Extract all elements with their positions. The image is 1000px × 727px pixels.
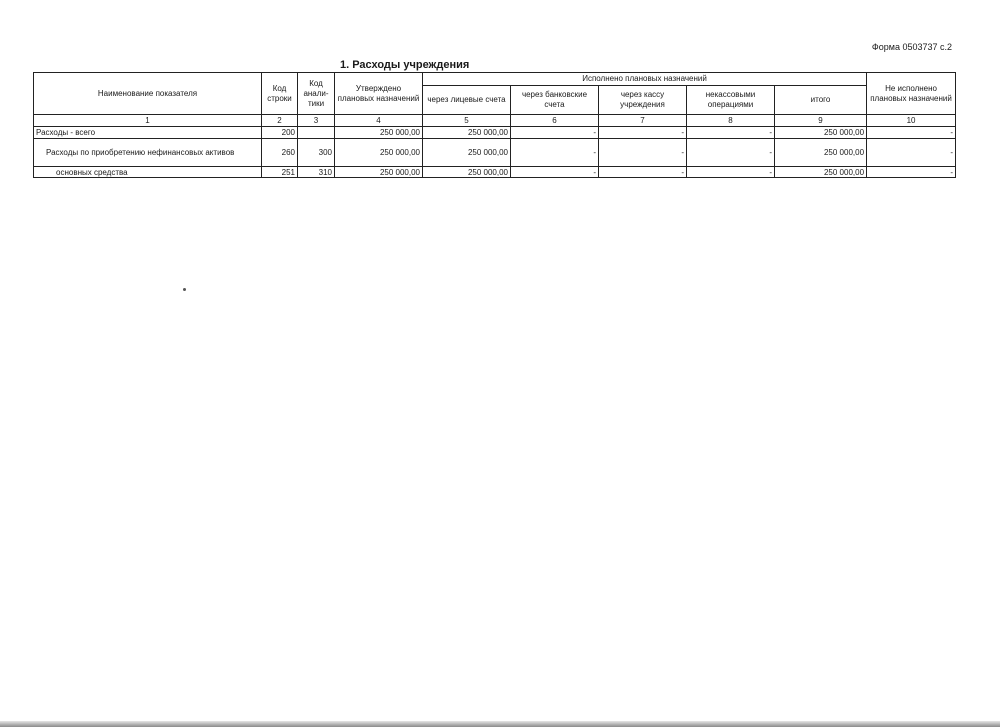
column-number: 1	[34, 115, 262, 127]
form-code: Форма 0503737 с.2	[871, 42, 952, 52]
scan-edge	[0, 721, 1000, 727]
via-bank-value: -	[511, 127, 599, 139]
column-number: 10	[867, 115, 956, 127]
row-name: Расходы по приобретению нефинансовых активов	[34, 139, 262, 167]
header-via-personal: через лицевые счета	[423, 86, 511, 115]
column-number: 7	[599, 115, 687, 127]
total-value: 250 000,00	[775, 167, 867, 178]
section-title: 1. Расходы учреждения	[340, 59, 470, 71]
column-number: 9	[775, 115, 867, 127]
analytic-code: 310	[298, 167, 335, 178]
header-noncash: некассовыми операциями	[687, 86, 775, 115]
row-code: 200	[262, 127, 298, 139]
via-personal-value: 250 000,00	[423, 167, 511, 178]
header-not-executed: Не исполнено плановых назначений	[867, 73, 956, 115]
via-cash-value: -	[599, 139, 687, 167]
header-row-code: Код строки	[262, 73, 298, 115]
row-name: основных средства	[34, 167, 262, 178]
column-number-row	[34, 115, 956, 127]
not-executed-value: -	[867, 139, 956, 167]
via-personal-value: 250 000,00	[423, 139, 511, 167]
approved-value: 250 000,00	[335, 127, 423, 139]
column-number: 4	[335, 115, 423, 127]
header-analytic-code: Код анали-тики	[298, 73, 335, 115]
header-executed-group: Исполнено плановых назначений	[423, 73, 867, 86]
header-via-bank: через банковские счета	[511, 86, 599, 115]
approved-value: 250 000,00	[335, 167, 423, 178]
not-executed-value: -	[867, 127, 956, 139]
table-row-fixed-assets	[34, 167, 956, 178]
noncash-value: -	[687, 139, 775, 167]
column-number: 8	[687, 115, 775, 127]
expenses-table	[33, 72, 956, 178]
via-bank-value: -	[511, 167, 599, 178]
table-row-expenses-total	[34, 127, 956, 139]
via-personal-value: 250 000,00	[423, 127, 511, 139]
header-via-cash: через кассу учреждения	[599, 86, 687, 115]
header-total: итого	[775, 86, 867, 115]
column-number: 6	[511, 115, 599, 127]
noncash-value: -	[687, 127, 775, 139]
row-name: Расходы - всего	[34, 127, 262, 139]
header-approved: Утверждено плановых назначений	[335, 73, 423, 115]
row-code: 251	[262, 167, 298, 178]
total-value: 250 000,00	[775, 127, 867, 139]
analytic-code	[298, 127, 335, 139]
not-executed-value: -	[867, 167, 956, 178]
column-number: 2	[262, 115, 298, 127]
total-value: 250 000,00	[775, 139, 867, 167]
via-bank-value: -	[511, 139, 599, 167]
approved-value: 250 000,00	[335, 139, 423, 167]
column-number: 3	[298, 115, 335, 127]
column-number: 5	[423, 115, 511, 127]
via-cash-value: -	[599, 127, 687, 139]
header-name: Наименование показателя	[34, 73, 262, 115]
noncash-value: -	[687, 167, 775, 178]
analytic-code: 300	[298, 139, 335, 167]
via-cash-value: -	[599, 167, 687, 178]
scan-speck	[183, 288, 186, 291]
row-code: 260	[262, 139, 298, 167]
table-row-nonfinancial-assets	[34, 139, 956, 167]
